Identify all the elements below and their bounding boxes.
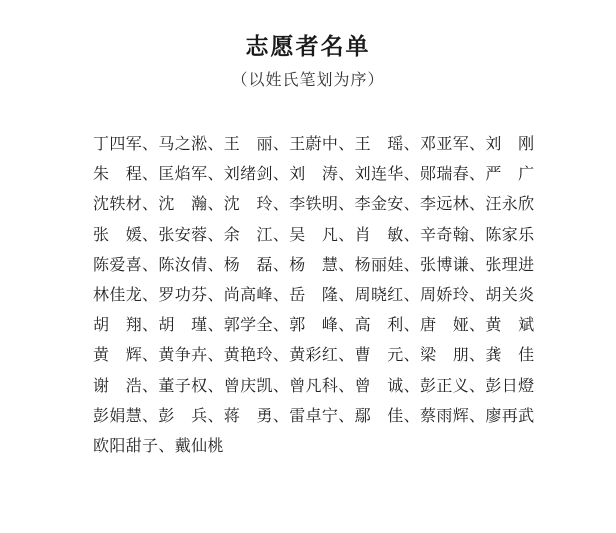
name-list-line: 朱 程、匡焰军、刘绪剑、刘 涛、刘连华、郧瑞春、严 广: [93, 164, 535, 184]
name-list-line: 彭娟慧、彭 兵、蒋 勇、雷卓宁、鄢 佳、蔡雨辉、廖再武: [93, 405, 535, 425]
name-list-line: 谢 浩、董子权、曾庆凯、曾凡科、曾 诚、彭正义、彭日燈: [93, 375, 535, 395]
name-list-line: 张 媛、张安蓉、余 江、吴 凡、肖 敏、辛奇翰、陈家乐: [93, 224, 535, 244]
name-list-line: 沈轶材、沈 瀚、沈 玲、李铁明、李金安、李远林、汪永欣: [93, 194, 535, 214]
name-list-line: 林佳龙、罗功芬、尚高峰、岳 隆、周晓红、周娇玲、胡关炎: [93, 284, 535, 304]
name-list-line: 陈爱喜、陈汝倩、杨 磊、杨 慧、杨丽娃、张博谦、张理进: [93, 254, 535, 274]
page-title: 志愿者名单: [245, 34, 371, 60]
volunteer-name-list: [93, 129, 533, 461]
name-list-line: 胡 翔、胡 瑾、郭学全、郭 峰、高 利、唐 娅、黄 斌: [93, 315, 535, 335]
page-subtitle: （以姓氏笔划为序）: [231, 70, 385, 89]
name-list-line: 黄 辉、黄争卉、黄艳玲、黄彩红、曹 元、梁 朋、龚 佳: [93, 345, 535, 365]
name-list-line: 欧阳甜子、戴仙桃: [93, 435, 224, 455]
name-list-line: 丁四军、马之淞、王 丽、王蔚中、王 瑶、邓亚军、刘 刚: [93, 134, 535, 153]
